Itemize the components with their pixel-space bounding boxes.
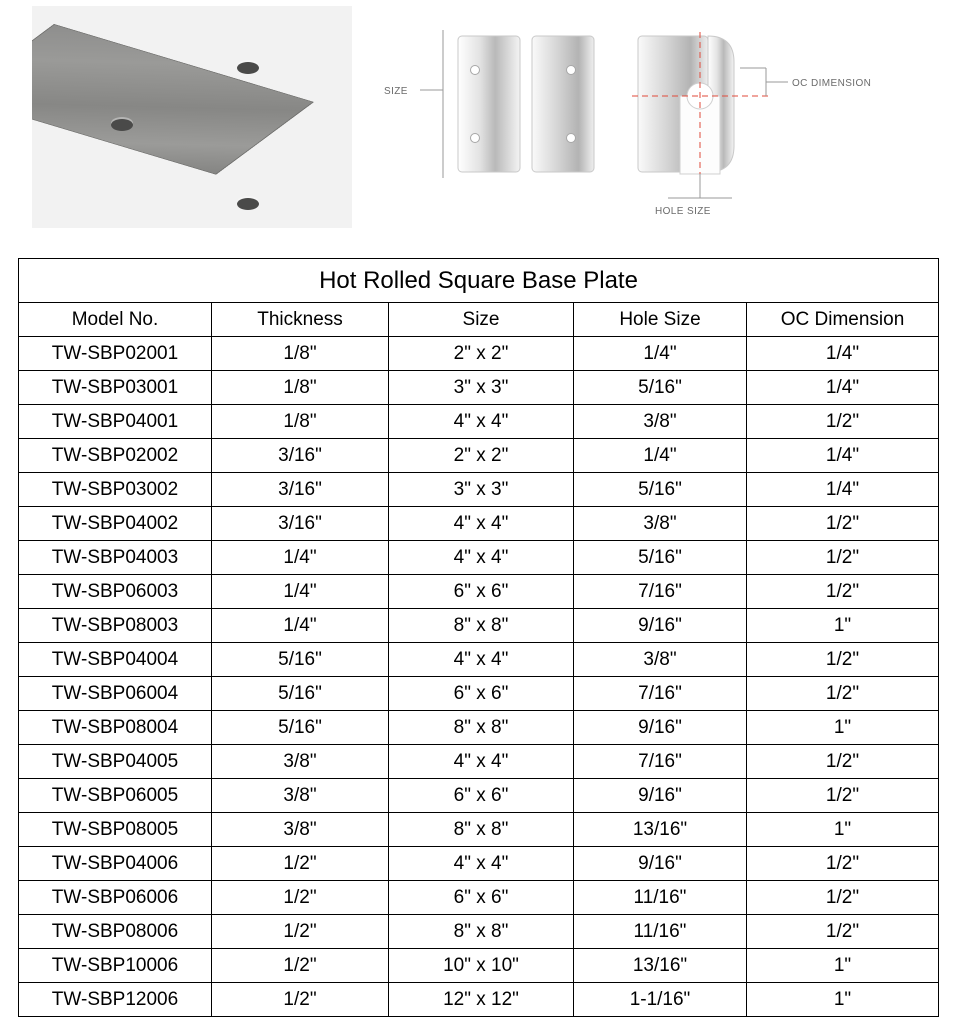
illustration-area	[0, 0, 956, 240]
table-cell: 7/16"	[574, 745, 747, 779]
table-cell: 3/8"	[574, 507, 747, 541]
table-cell: 1/2"	[747, 643, 939, 677]
table-row	[19, 881, 939, 915]
table-cell: TW-SBP04004	[19, 643, 212, 677]
table-row	[19, 439, 939, 473]
table-cell: 1/4"	[747, 439, 939, 473]
table-cell: 1/2"	[747, 915, 939, 949]
table-cell: 7/16"	[574, 677, 747, 711]
table-cell: 5/16"	[574, 473, 747, 507]
label-size: SIZE	[384, 86, 408, 97]
table-cell: 3/8"	[212, 779, 389, 813]
table-cell: 3/8"	[574, 643, 747, 677]
table-cell: 4" x 4"	[389, 745, 574, 779]
table-cell: 1/8"	[212, 371, 389, 405]
table-cell: TW-SBP06003	[19, 575, 212, 609]
table-cell: 1/2"	[212, 983, 389, 1017]
table-cell: 3/16"	[212, 507, 389, 541]
table-cell: 2" x 2"	[389, 337, 574, 371]
table-cell: 5/16"	[212, 677, 389, 711]
table-cell: 6" x 6"	[389, 881, 574, 915]
table-title-row	[19, 259, 939, 303]
table-cell: 5/16"	[574, 371, 747, 405]
table-cell: 1/4"	[747, 337, 939, 371]
table-cell: 9/16"	[574, 711, 747, 745]
table-cell: 4" x 4"	[389, 847, 574, 881]
table-cell: 6" x 6"	[389, 575, 574, 609]
table-cell: 1/4"	[574, 337, 747, 371]
table-row	[19, 473, 939, 507]
table-cell: 4" x 4"	[389, 643, 574, 677]
table-cell: 7/16"	[574, 575, 747, 609]
table-row	[19, 575, 939, 609]
table-cell: 8" x 8"	[389, 711, 574, 745]
table-cell: 10" x 10"	[389, 949, 574, 983]
table-row	[19, 371, 939, 405]
table-cell: 13/16"	[574, 813, 747, 847]
table-cell: 1"	[747, 983, 939, 1017]
table-row	[19, 337, 939, 371]
table-cell: 8" x 8"	[389, 915, 574, 949]
table-cell: TW-SBP04001	[19, 405, 212, 439]
table-cell: 1"	[747, 609, 939, 643]
plate-hole	[111, 119, 133, 131]
table-cell: 1/8"	[212, 405, 389, 439]
table-cell: 13/16"	[574, 949, 747, 983]
table-cell: 1"	[747, 949, 939, 983]
plate-face	[32, 24, 314, 175]
table-row	[19, 847, 939, 881]
table-cell: 1"	[747, 813, 939, 847]
table-cell: 1/2"	[747, 575, 939, 609]
table-cell: 3" x 3"	[389, 371, 574, 405]
table-row	[19, 779, 939, 813]
table-cell: 1/2"	[212, 949, 389, 983]
plate-hole	[237, 62, 259, 74]
table-cell: TW-SBP03002	[19, 473, 212, 507]
label-hole-size: HOLE SIZE	[655, 206, 711, 217]
table-cell: 1/4"	[212, 575, 389, 609]
table-cell: 1/2"	[747, 677, 939, 711]
table-cell: 5/16"	[212, 643, 389, 677]
table-cell: TW-SBP06006	[19, 881, 212, 915]
table-cell: 1/2"	[747, 881, 939, 915]
table-cell: 9/16"	[574, 609, 747, 643]
table-cell: 9/16"	[574, 779, 747, 813]
table-cell: TW-SBP03001	[19, 371, 212, 405]
product-photo	[32, 6, 352, 228]
table-cell: 3/16"	[212, 439, 389, 473]
table-title: Hot Rolled Square Base Plate	[19, 259, 939, 303]
table-cell: TW-SBP04005	[19, 745, 212, 779]
table-cell: 1/2"	[747, 745, 939, 779]
table-row	[19, 677, 939, 711]
table-cell: 11/16"	[574, 915, 747, 949]
table-cell: 1/2"	[747, 541, 939, 575]
table-row	[19, 609, 939, 643]
table-cell: 1/2"	[747, 779, 939, 813]
column-header-thickness: Thickness	[212, 303, 389, 337]
table-cell: TW-SBP08003	[19, 609, 212, 643]
table-cell: TW-SBP06004	[19, 677, 212, 711]
table-body	[19, 337, 939, 1017]
table-cell: TW-SBP10006	[19, 949, 212, 983]
table-cell: 8" x 8"	[389, 609, 574, 643]
table-cell: 1/4"	[574, 439, 747, 473]
table-cell: TW-SBP08005	[19, 813, 212, 847]
table-cell: 1"	[747, 711, 939, 745]
table-cell: 1/4"	[747, 473, 939, 507]
table-cell: 3/8"	[212, 813, 389, 847]
table-cell: 3" x 3"	[389, 473, 574, 507]
table-row	[19, 541, 939, 575]
table-cell: 1/2"	[212, 915, 389, 949]
table-cell: 12" x 12"	[389, 983, 574, 1017]
table-cell: 1-1/16"	[574, 983, 747, 1017]
table-cell: TW-SBP08006	[19, 915, 212, 949]
dimension-diagram	[380, 8, 940, 228]
table-cell: 6" x 6"	[389, 677, 574, 711]
column-header-model-no: Model No.	[19, 303, 212, 337]
table-cell: TW-SBP04002	[19, 507, 212, 541]
column-header-size: Size	[389, 303, 574, 337]
table-cell: 5/16"	[212, 711, 389, 745]
table-cell: 9/16"	[574, 847, 747, 881]
table-cell: 1/4"	[212, 541, 389, 575]
table-cell: 6" x 6"	[389, 779, 574, 813]
steel-plate-render	[54, 24, 334, 204]
table-row	[19, 507, 939, 541]
table-cell: 1/8"	[212, 337, 389, 371]
table-cell: 3/8"	[574, 405, 747, 439]
table-cell: 5/16"	[574, 541, 747, 575]
table-cell: 3/8"	[212, 745, 389, 779]
column-header-hole-size: Hole Size	[574, 303, 747, 337]
table-row	[19, 405, 939, 439]
table-cell: 4" x 4"	[389, 507, 574, 541]
table-cell: 1/2"	[747, 507, 939, 541]
table-cell: TW-SBP04003	[19, 541, 212, 575]
table-row	[19, 711, 939, 745]
table-head	[19, 259, 939, 337]
table-row	[19, 915, 939, 949]
table-row	[19, 949, 939, 983]
table-cell: 11/16"	[574, 881, 747, 915]
table-cell: 4" x 4"	[389, 405, 574, 439]
label-oc-dimension: OC DIMENSION	[792, 78, 872, 89]
table-cell: TW-SBP02002	[19, 439, 212, 473]
table-cell: 1/4"	[212, 609, 389, 643]
table-cell: 2" x 2"	[389, 439, 574, 473]
table-cell: TW-SBP02001	[19, 337, 212, 371]
table-cell: 4" x 4"	[389, 541, 574, 575]
plate-hole	[237, 198, 259, 210]
table-row	[19, 643, 939, 677]
table-cell: 1/2"	[212, 847, 389, 881]
spec-table	[18, 258, 939, 1017]
table-cell: TW-SBP04006	[19, 847, 212, 881]
table-cell: 1/2"	[212, 881, 389, 915]
spec-table-container	[18, 258, 938, 1017]
table-row	[19, 983, 939, 1017]
table-cell: 8" x 8"	[389, 813, 574, 847]
table-row	[19, 745, 939, 779]
table-row	[19, 813, 939, 847]
table-cell: 1/2"	[747, 405, 939, 439]
table-cell: TW-SBP12006	[19, 983, 212, 1017]
table-cell: TW-SBP06005	[19, 779, 212, 813]
table-header-row	[19, 303, 939, 337]
table-cell: 1/4"	[747, 371, 939, 405]
table-cell: TW-SBP08004	[19, 711, 212, 745]
column-header-oc-dimension: OC Dimension	[747, 303, 939, 337]
table-cell: 1/2"	[747, 847, 939, 881]
table-cell: 3/16"	[212, 473, 389, 507]
